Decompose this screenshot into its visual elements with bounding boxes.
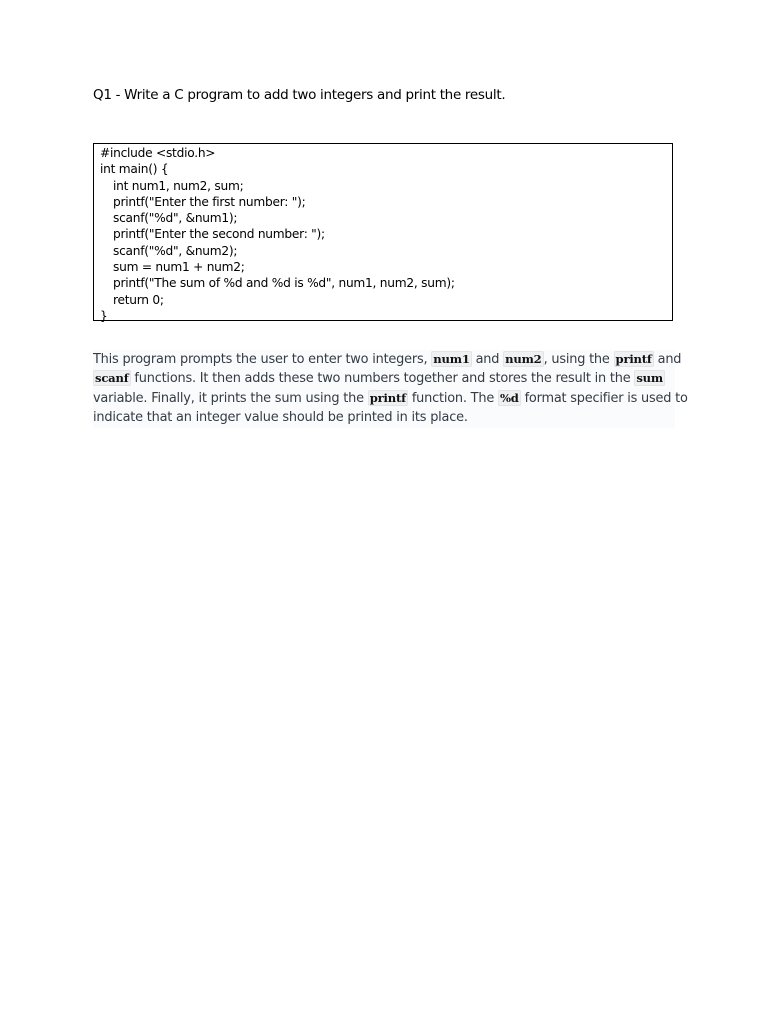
explanation-paragraph (93, 350, 688, 428)
explanation-line (93, 369, 675, 388)
code-line: return 0; (113, 292, 164, 307)
explanation-text: functions. It then adds these two numbers together and stores the result in the (130, 371, 635, 387)
code-line: #include <stdio.h> (100, 146, 216, 160)
code-block (93, 143, 673, 321)
inline-code-format-specifier: %d (499, 390, 519, 405)
inline-code-sum: sum (636, 371, 663, 386)
inline-code-num2: num2 (505, 352, 542, 366)
code-line: int main() { (100, 162, 169, 177)
explanation-text: , using the (543, 352, 614, 367)
code-line: scanf("%d", &num2); (113, 243, 238, 258)
inline-code-scanf: scanf (95, 371, 129, 386)
explanation-line (93, 389, 688, 408)
code-line: int num1, num2, sum; (113, 178, 244, 193)
explanation-line (93, 350, 682, 369)
inline-code-printf: printf (615, 352, 652, 366)
code-line: printf("The sum of %d and %d is %d", num1, num2, sum); (113, 276, 455, 291)
explanation-line (93, 408, 675, 427)
explanation-text: and (471, 352, 504, 367)
explanation-text: format specifier is used to (520, 390, 688, 406)
code-line: scanf("%d", &num1); (113, 211, 238, 226)
explanation-text: variable. Finally, it prints the sum using the (93, 390, 368, 406)
explanation-text: and (653, 352, 682, 367)
code-line: printf("Enter the first number: "); (113, 194, 306, 209)
explanation-text: This program prompts the user to enter two integers, (93, 352, 432, 367)
code-line: sum = num1 + num2; (113, 260, 245, 275)
code-line: } (100, 308, 108, 323)
inline-code-num1: num1 (433, 352, 470, 366)
question-text: Q1 - Write a C program to add two integers and print the result. (93, 87, 506, 103)
explanation-text: function. The (407, 390, 498, 406)
code-line: printf("Enter the second number: "); (113, 227, 325, 242)
inline-code-printf: printf (369, 390, 406, 405)
explanation-text: indicate that an integer value should be printed in its place. (93, 410, 468, 426)
